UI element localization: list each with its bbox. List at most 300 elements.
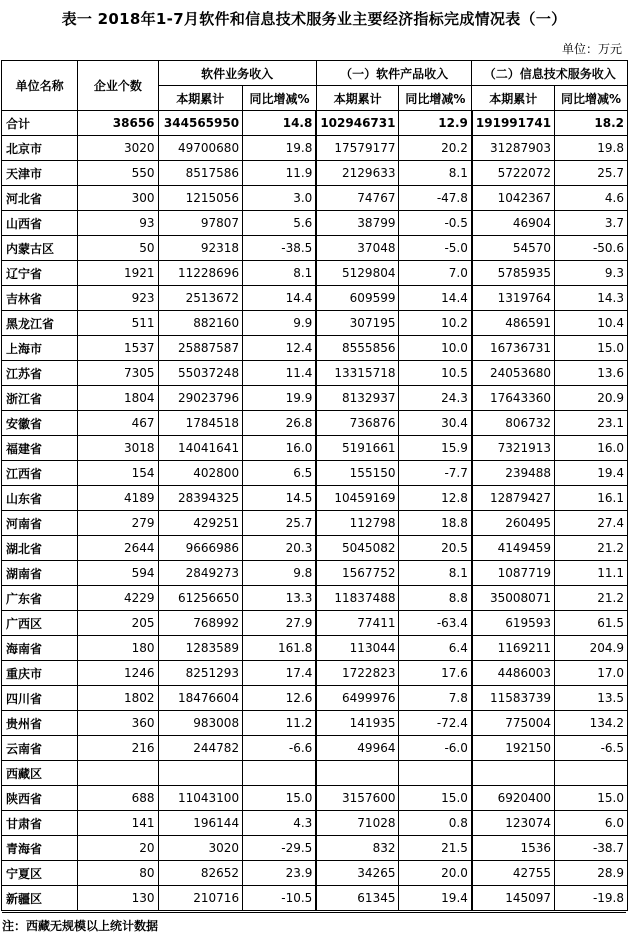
table-row	[2, 361, 628, 386]
region-name: 湖南省	[2, 561, 78, 586]
table-row	[2, 586, 628, 611]
cell-sw-yoy: 6.5	[243, 461, 317, 486]
cell-sv: 54570	[472, 236, 555, 261]
cell-count: 80	[78, 861, 158, 886]
cell-pr-yoy: -5.0	[399, 236, 472, 261]
cell-sw: 1784518	[158, 411, 243, 436]
cell-pr: 71028	[316, 811, 399, 836]
cell-pr-yoy: 24.3	[399, 386, 472, 411]
cell-pr-yoy: 20.2	[399, 136, 472, 161]
cell-sv-yoy: 19.4	[555, 461, 628, 486]
cell-sv-yoy: -38.7	[555, 836, 628, 861]
cell-count: 38656	[78, 111, 158, 136]
cell-sw-yoy: 19.8	[243, 136, 317, 161]
cell-pr-yoy: 18.8	[399, 511, 472, 536]
region-name: 四川省	[2, 686, 78, 711]
cell-sw-yoy: 12.6	[243, 686, 317, 711]
cell-sv: 24053680	[472, 361, 555, 386]
cell-sw-yoy: 17.4	[243, 661, 317, 686]
cell-pr-yoy: -7.7	[399, 461, 472, 486]
cell-pr: 10459169	[316, 486, 399, 511]
cell-pr: 49964	[316, 736, 399, 761]
cell-count: 1804	[78, 386, 158, 411]
cell-sv: 11583739	[472, 686, 555, 711]
region-name: 黑龙江省	[2, 311, 78, 336]
cell-count: 1246	[78, 661, 158, 686]
region-name: 云南省	[2, 736, 78, 761]
cell-sv-yoy: 27.4	[555, 511, 628, 536]
cell-count: 279	[78, 511, 158, 536]
cell-sw: 92318	[158, 236, 243, 261]
table-row	[2, 611, 628, 636]
table-row	[2, 311, 628, 336]
cell-sv-yoy: 16.0	[555, 436, 628, 461]
table-row	[2, 486, 628, 511]
region-name: 上海市	[2, 336, 78, 361]
region-name: 江西省	[2, 461, 78, 486]
region-name: 广西区	[2, 611, 78, 636]
cell-pr: 307195	[316, 311, 399, 336]
cell-count: 50	[78, 236, 158, 261]
cell-sw: 11043100	[158, 786, 243, 811]
table-row	[2, 861, 628, 886]
cell-sv-yoy: 11.1	[555, 561, 628, 586]
region-name: 合计	[2, 111, 78, 136]
cell-count: 1537	[78, 336, 158, 361]
cell-count: 594	[78, 561, 158, 586]
total-row	[2, 111, 628, 136]
cell-sw-yoy: 25.7	[243, 511, 317, 536]
cell-sw: 18476604	[158, 686, 243, 711]
cell-count: 141	[78, 811, 158, 836]
table-row	[2, 786, 628, 811]
cell-pr-yoy: 8.1	[399, 561, 472, 586]
cell-sv: 123074	[472, 811, 555, 836]
cell-sw-yoy: -29.5	[243, 836, 317, 861]
cell-sw: 2849273	[158, 561, 243, 586]
region-name: 贵州省	[2, 711, 78, 736]
region-name: 辽宁省	[2, 261, 78, 286]
cell-sw: 61256650	[158, 586, 243, 611]
cell-count: 1921	[78, 261, 158, 286]
indicator-table	[1, 60, 628, 911]
table-row	[2, 686, 628, 711]
cell-count: 360	[78, 711, 158, 736]
header-count: 企业个数	[78, 61, 158, 111]
cell-pr-yoy: 7.0	[399, 261, 472, 286]
cell-sw: 97807	[158, 211, 243, 236]
cell-sv: 1169211	[472, 636, 555, 661]
cell-sv-yoy: 28.9	[555, 861, 628, 886]
cell-sw: 882160	[158, 311, 243, 336]
region-name: 浙江省	[2, 386, 78, 411]
cell-sw-yoy: 27.9	[243, 611, 317, 636]
cell-sv-yoy: 21.2	[555, 586, 628, 611]
cell-pr: 17579177	[316, 136, 399, 161]
header-sw-cum: 本期累计	[158, 86, 243, 111]
cell-sv-yoy: -6.5	[555, 736, 628, 761]
cell-pr-yoy: 10.2	[399, 311, 472, 336]
footnote: 注：西藏无规模以上统计数据	[2, 912, 626, 939]
cell-count: 216	[78, 736, 158, 761]
cell-sv: 16736731	[472, 336, 555, 361]
cell-pr: 8555856	[316, 336, 399, 361]
cell-sv-yoy: -19.8	[555, 886, 628, 911]
cell-pr: 38799	[316, 211, 399, 236]
cell-sv-yoy: 9.3	[555, 261, 628, 286]
cell-count: 1802	[78, 686, 158, 711]
cell-pr-yoy: 15.9	[399, 436, 472, 461]
table-row	[2, 336, 628, 361]
cell-pr-yoy: 20.0	[399, 861, 472, 886]
cell-sv	[472, 761, 555, 786]
cell-count: 2644	[78, 536, 158, 561]
cell-sv: 42755	[472, 861, 555, 886]
cell-sw: 25887587	[158, 336, 243, 361]
cell-sv: 17643360	[472, 386, 555, 411]
cell-sv-yoy: 15.0	[555, 336, 628, 361]
cell-sw-yoy: 26.8	[243, 411, 317, 436]
cell-sw-yoy: 19.9	[243, 386, 317, 411]
cell-pr-yoy: 30.4	[399, 411, 472, 436]
table-row	[2, 636, 628, 661]
cell-sw-yoy: 14.8	[243, 111, 317, 136]
cell-sw: 14041641	[158, 436, 243, 461]
header-row-1	[2, 61, 628, 86]
cell-pr: 77411	[316, 611, 399, 636]
cell-pr: 11837488	[316, 586, 399, 611]
cell-pr-yoy: 6.4	[399, 636, 472, 661]
cell-sv-yoy: 25.7	[555, 161, 628, 186]
region-name: 海南省	[2, 636, 78, 661]
cell-pr-yoy: 0.8	[399, 811, 472, 836]
cell-sv: 1536	[472, 836, 555, 861]
cell-sw: 429251	[158, 511, 243, 536]
cell-sv: 192150	[472, 736, 555, 761]
header-software-total: 软件业务收入	[158, 61, 316, 86]
cell-count: 3018	[78, 436, 158, 461]
cell-pr-yoy: 10.5	[399, 361, 472, 386]
table-row	[2, 186, 628, 211]
table-row	[2, 711, 628, 736]
region-name: 福建省	[2, 436, 78, 461]
table-row	[2, 136, 628, 161]
cell-pr-yoy: -0.5	[399, 211, 472, 236]
cell-sw-yoy: 14.4	[243, 286, 317, 311]
region-name: 内蒙古区	[2, 236, 78, 261]
cell-sv: 35008071	[472, 586, 555, 611]
cell-sv-yoy: 14.3	[555, 286, 628, 311]
cell-sv: 31287903	[472, 136, 555, 161]
table-row	[2, 236, 628, 261]
cell-sw: 196144	[158, 811, 243, 836]
header-pr-cum: 本期累计	[316, 86, 399, 111]
region-name: 陕西省	[2, 786, 78, 811]
cell-sw: 3020	[158, 836, 243, 861]
cell-pr-yoy: 14.4	[399, 286, 472, 311]
cell-pr-yoy: 12.9	[399, 111, 472, 136]
cell-sv: 5785935	[472, 261, 555, 286]
cell-sv-yoy: 15.0	[555, 786, 628, 811]
cell-sw-yoy: 5.6	[243, 211, 317, 236]
cell-count: 7305	[78, 361, 158, 386]
cell-sv: 7321913	[472, 436, 555, 461]
table-row	[2, 211, 628, 236]
cell-pr: 609599	[316, 286, 399, 311]
cell-pr-yoy: -6.0	[399, 736, 472, 761]
cell-sv: 1087719	[472, 561, 555, 586]
header-sv-cum: 本期累计	[472, 86, 555, 111]
region-name: 宁夏区	[2, 861, 78, 886]
table-row	[2, 811, 628, 836]
cell-sw: 210716	[158, 886, 243, 911]
cell-sw-yoy: 9.8	[243, 561, 317, 586]
region-name: 江苏省	[2, 361, 78, 386]
cell-count: 4229	[78, 586, 158, 611]
cell-pr-yoy: -72.4	[399, 711, 472, 736]
cell-sv-yoy: 16.1	[555, 486, 628, 511]
cell-sv-yoy: 13.6	[555, 361, 628, 386]
cell-sv: 486591	[472, 311, 555, 336]
cell-pr: 155150	[316, 461, 399, 486]
unit-label: 单位：万元	[561, 42, 622, 56]
cell-pr: 736876	[316, 411, 399, 436]
cell-sw-yoy: -38.5	[243, 236, 317, 261]
cell-pr-yoy: -47.8	[399, 186, 472, 211]
region-name: 湖北省	[2, 536, 78, 561]
cell-sw-yoy: 23.9	[243, 861, 317, 886]
cell-sv: 619593	[472, 611, 555, 636]
cell-sv: 145097	[472, 886, 555, 911]
cell-pr: 34265	[316, 861, 399, 886]
cell-sv: 4486003	[472, 661, 555, 686]
cell-sv: 5722072	[472, 161, 555, 186]
region-name: 新疆区	[2, 886, 78, 911]
cell-sv: 1042367	[472, 186, 555, 211]
cell-sw-yoy: -6.6	[243, 736, 317, 761]
table-row	[2, 736, 628, 761]
cell-sw-yoy: 3.0	[243, 186, 317, 211]
cell-sw-yoy: 13.3	[243, 586, 317, 611]
cell-sv-yoy: 13.5	[555, 686, 628, 711]
region-name: 广东省	[2, 586, 78, 611]
cell-pr: 113044	[316, 636, 399, 661]
table-row	[2, 511, 628, 536]
cell-sv-yoy: 61.5	[555, 611, 628, 636]
cell-pr: 6499976	[316, 686, 399, 711]
cell-sw-yoy: 4.3	[243, 811, 317, 836]
cell-sv-yoy: 21.2	[555, 536, 628, 561]
cell-sw: 768992	[158, 611, 243, 636]
cell-pr: 5129804	[316, 261, 399, 286]
cell-sw: 2513672	[158, 286, 243, 311]
cell-sv-yoy: 10.4	[555, 311, 628, 336]
cell-sv: 6920400	[472, 786, 555, 811]
cell-sw-yoy: 14.5	[243, 486, 317, 511]
cell-sw-yoy: -10.5	[243, 886, 317, 911]
header-sv-yoy: 同比增减%	[555, 86, 628, 111]
header-product: （一）软件产品收入	[316, 61, 472, 86]
cell-sv: 46904	[472, 211, 555, 236]
cell-sw-yoy: 161.8	[243, 636, 317, 661]
cell-count: 180	[78, 636, 158, 661]
region-name: 山西省	[2, 211, 78, 236]
table-row	[2, 161, 628, 186]
cell-sv-yoy: 204.9	[555, 636, 628, 661]
cell-pr-yoy: 17.6	[399, 661, 472, 686]
table-row	[2, 261, 628, 286]
cell-pr: 3157600	[316, 786, 399, 811]
cell-pr-yoy: 21.5	[399, 836, 472, 861]
cell-sw: 49700680	[158, 136, 243, 161]
cell-pr-yoy: 7.8	[399, 686, 472, 711]
cell-count: 511	[78, 311, 158, 336]
cell-sw: 28394325	[158, 486, 243, 511]
cell-sv: 4149459	[472, 536, 555, 561]
cell-sw: 82652	[158, 861, 243, 886]
cell-pr: 74767	[316, 186, 399, 211]
cell-sw: 11228696	[158, 261, 243, 286]
cell-sv-yoy: 23.1	[555, 411, 628, 436]
table-row	[2, 836, 628, 861]
cell-count: 154	[78, 461, 158, 486]
header-region: 单位名称	[2, 61, 78, 111]
cell-sv: 1319764	[472, 286, 555, 311]
cell-sv: 806732	[472, 411, 555, 436]
cell-pr-yoy	[399, 761, 472, 786]
cell-sv-yoy: 3.7	[555, 211, 628, 236]
region-name: 安徽省	[2, 411, 78, 436]
header-sw-yoy: 同比增减%	[243, 86, 317, 111]
region-name: 西藏区	[2, 761, 78, 786]
cell-count: 4189	[78, 486, 158, 511]
header-pr-yoy: 同比增减%	[399, 86, 472, 111]
cell-sw-yoy: 16.0	[243, 436, 317, 461]
cell-count: 300	[78, 186, 158, 211]
cell-sv-yoy: 20.9	[555, 386, 628, 411]
cell-pr: 1722823	[316, 661, 399, 686]
cell-pr: 5191661	[316, 436, 399, 461]
cell-pr-yoy: 15.0	[399, 786, 472, 811]
cell-sw: 244782	[158, 736, 243, 761]
region-name: 吉林省	[2, 286, 78, 311]
table-row	[2, 411, 628, 436]
cell-count: 923	[78, 286, 158, 311]
cell-sw: 9666986	[158, 536, 243, 561]
cell-sw: 1283589	[158, 636, 243, 661]
cell-pr: 102946731	[316, 111, 399, 136]
region-name: 河南省	[2, 511, 78, 536]
region-name: 甘肃省	[2, 811, 78, 836]
cell-pr-yoy: 19.4	[399, 886, 472, 911]
cell-sw: 8517586	[158, 161, 243, 186]
region-name: 重庆市	[2, 661, 78, 686]
cell-sv-yoy: 19.8	[555, 136, 628, 161]
cell-sw: 8251293	[158, 661, 243, 686]
cell-count: 688	[78, 786, 158, 811]
cell-sw-yoy: 15.0	[243, 786, 317, 811]
cell-pr: 141935	[316, 711, 399, 736]
cell-pr-yoy: 8.8	[399, 586, 472, 611]
region-name: 河北省	[2, 186, 78, 211]
cell-sv-yoy: 17.0	[555, 661, 628, 686]
cell-sw-yoy: 11.4	[243, 361, 317, 386]
table-row	[2, 536, 628, 561]
header-service: （二）信息技术服务收入	[472, 61, 628, 86]
table-row	[2, 286, 628, 311]
cell-pr-yoy: -63.4	[399, 611, 472, 636]
cell-sv: 239488	[472, 461, 555, 486]
table-row	[2, 761, 628, 786]
cell-pr: 61345	[316, 886, 399, 911]
cell-count: 550	[78, 161, 158, 186]
cell-sw: 55037248	[158, 361, 243, 386]
region-name: 青海省	[2, 836, 78, 861]
cell-pr: 37048	[316, 236, 399, 261]
cell-sv: 12879427	[472, 486, 555, 511]
cell-pr-yoy: 8.1	[399, 161, 472, 186]
table-row	[2, 561, 628, 586]
cell-count: 130	[78, 886, 158, 911]
table-row	[2, 661, 628, 686]
region-name: 北京市	[2, 136, 78, 161]
table-row	[2, 436, 628, 461]
table-row	[2, 386, 628, 411]
cell-pr: 1567752	[316, 561, 399, 586]
cell-sv-yoy: 4.6	[555, 186, 628, 211]
cell-count: 467	[78, 411, 158, 436]
cell-sv: 775004	[472, 711, 555, 736]
cell-sw: 983008	[158, 711, 243, 736]
cell-sw: 402800	[158, 461, 243, 486]
cell-sv-yoy: 134.2	[555, 711, 628, 736]
cell-sv: 191991741	[472, 111, 555, 136]
cell-sw-yoy: 8.1	[243, 261, 317, 286]
cell-pr: 112798	[316, 511, 399, 536]
cell-sv-yoy: -50.6	[555, 236, 628, 261]
cell-sw: 29023796	[158, 386, 243, 411]
cell-sv-yoy: 6.0	[555, 811, 628, 836]
cell-sw	[158, 761, 243, 786]
table-title: 表一 2018年1-7月软件和信息技术服务业主要经济指标完成情况表（一）	[61, 10, 567, 28]
cell-sw-yoy: 11.9	[243, 161, 317, 186]
table-row	[2, 886, 628, 911]
cell-sw-yoy: 11.2	[243, 711, 317, 736]
cell-pr-yoy: 12.8	[399, 486, 472, 511]
cell-sw: 344565950	[158, 111, 243, 136]
cell-count: 205	[78, 611, 158, 636]
cell-count	[78, 761, 158, 786]
cell-sw-yoy: 12.4	[243, 336, 317, 361]
cell-sv-yoy	[555, 761, 628, 786]
cell-pr: 2129633	[316, 161, 399, 186]
cell-pr: 13315718	[316, 361, 399, 386]
cell-pr	[316, 761, 399, 786]
cell-sw-yoy: 20.3	[243, 536, 317, 561]
cell-sv: 260495	[472, 511, 555, 536]
cell-pr: 5045082	[316, 536, 399, 561]
cell-sw-yoy: 9.9	[243, 311, 317, 336]
cell-pr: 832	[316, 836, 399, 861]
region-name: 天津市	[2, 161, 78, 186]
cell-sv-yoy: 18.2	[555, 111, 628, 136]
cell-count: 93	[78, 211, 158, 236]
cell-count: 20	[78, 836, 158, 861]
cell-pr-yoy: 10.0	[399, 336, 472, 361]
cell-count: 3020	[78, 136, 158, 161]
cell-pr-yoy: 20.5	[399, 536, 472, 561]
table-row	[2, 461, 628, 486]
